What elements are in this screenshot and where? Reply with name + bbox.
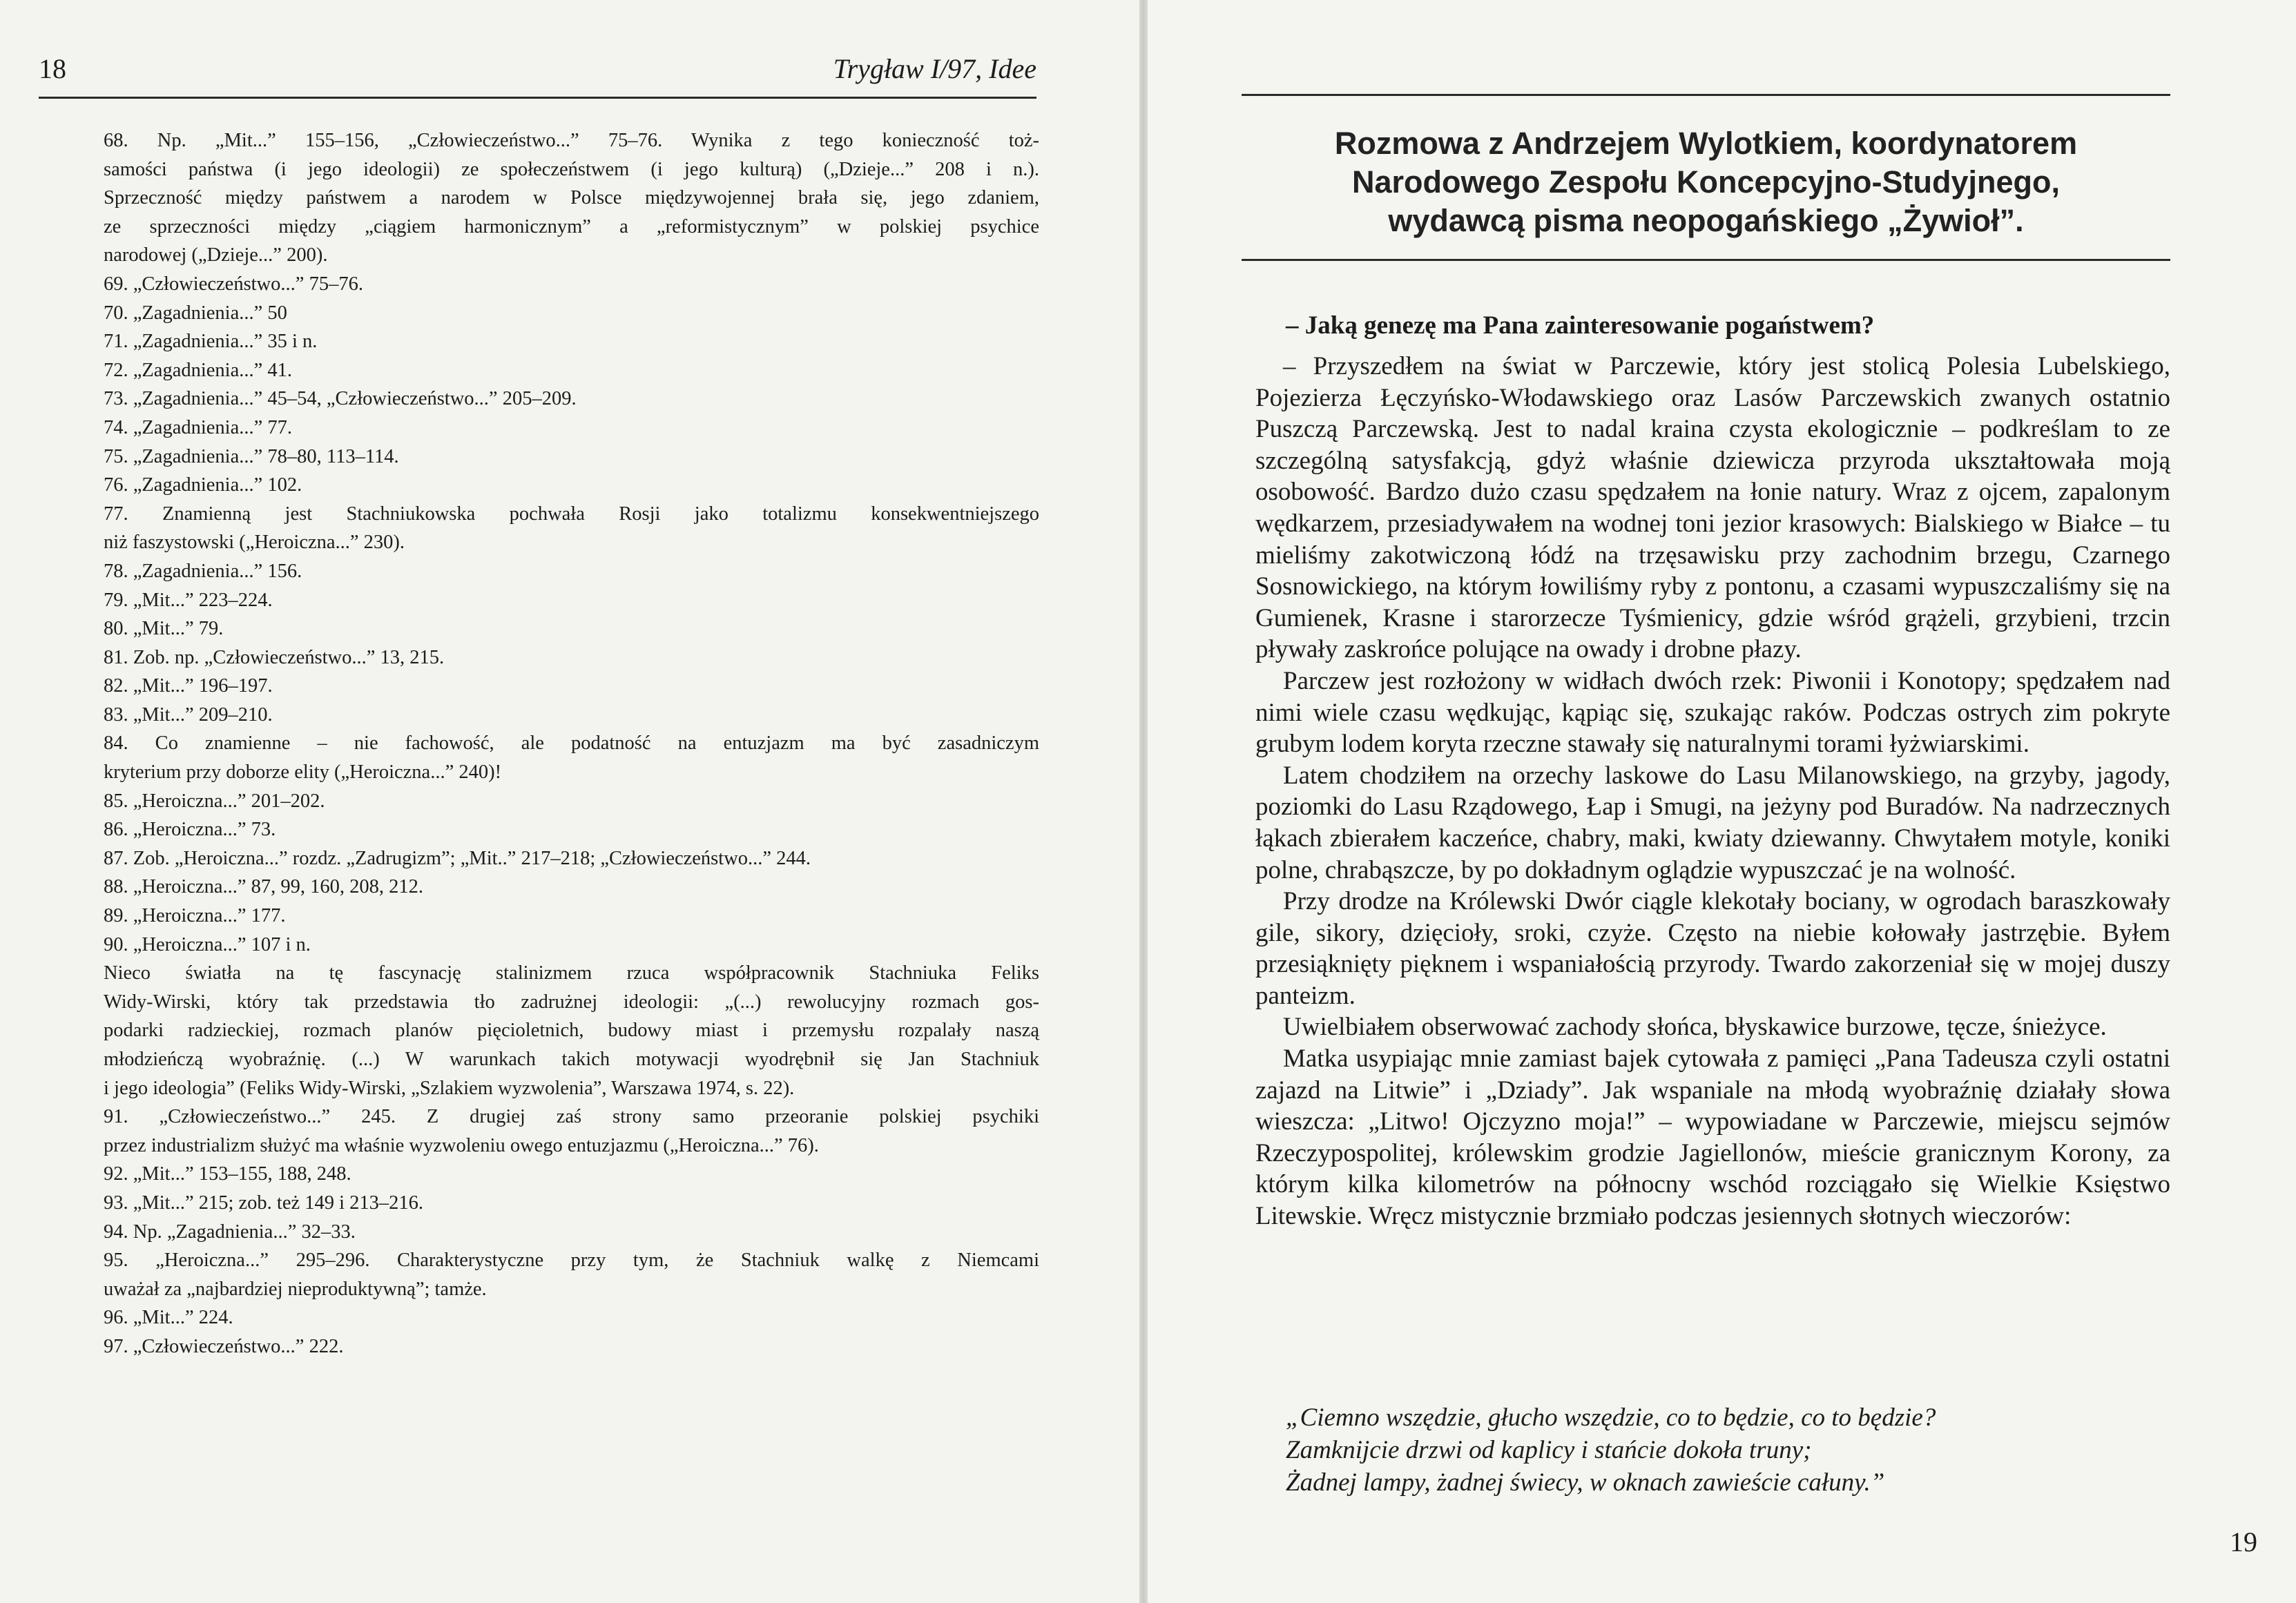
endnote-line: 71. „Zagadnienia...” 35 i n.	[104, 331, 318, 353]
endnote-line: Widy-Wirski, który tak przedstawia tło zadrużnej ideologii: „(...) rewolucyjny rozmach gos-	[104, 991, 1039, 1013]
left-page	[0, 0, 1139, 1603]
endnote-line: 82. „Mit...” 196–197.	[104, 675, 273, 697]
right-page	[1148, 0, 2296, 1603]
endnote-line: 69. „Człowieczeństwo...” 75–76.	[104, 273, 363, 295]
endnote-line: 92. „Mit...” 153–155, 188, 248.	[104, 1163, 351, 1185]
endnote-line: uważał za „najbardziej nieproduktywną”; tamże.	[104, 1278, 487, 1300]
left-page-number: 18	[39, 53, 66, 84]
endnote-line: 90. „Heroiczna...” 107 i n.	[104, 933, 311, 955]
endnote-line: 73. „Zagadnienia...” 45–54, „Człowieczeństwo...” 205–209.	[104, 388, 577, 410]
article-title-line: wydawcą pisma neopogańskiego „Żywioł”.	[1388, 203, 2024, 238]
endnote-line: 83. „Mit...” 209–210.	[104, 703, 273, 726]
endnote-line: 88. „Heroiczna...” 87, 99, 160, 208, 212.	[104, 876, 424, 898]
article-paragraph: Uwielbiałem obserwować zachody słońca, błyskawice burzowe, tęcze, śnieżyce.	[1283, 1013, 2107, 1042]
endnote-line: 86. „Heroiczna...” 73.	[104, 819, 276, 841]
article-paragraph: – Przyszedłem na świat w Parczewie, który jest stolicą Polesia Lubelskiego, Pojezierza Łęczyńsko-Włodawskiego oraz Lasów Parczewskich zwanych ostatnio Puszczą Parczewską. Jest to nadal kraina czysta ekologicznie – podkreślam to ze szczególną satysfakcją, gdyż właśnie dziewicza przyroda ukształtowała moją osobowość. Bardzo dużo czasu spędzałem na łonie natury. Wraz z ojcem, zapalonym wędkarzem, przesiadywałem na wodnej toni jezior krasowych: Bialskiego w Białce – tu mieliśmy zakotwiczoną łódź na trzęsawisku przy zachodnim brzegu, Czarnego Sosnowickiego, na którym łowiliśmy ryby z pontonu, a czasami wypuszczaliśmy się na Gumienek, Krasne i starorzecze Tyśmienicy, gdzie wśród grążeli, grzybieni, trzcin pływały zaskrońce polujące na owady i drobne płazy.	[1255, 352, 2170, 664]
endnote-line: 77. Znamienną jest Stachniukowska pochwała Rosji jako totalizmu konsekwentniejszego	[104, 503, 1039, 525]
endnote-line: kryterium przy doborze elity („Heroiczna...” 240)!	[104, 761, 502, 784]
article-paragraph: Parczew jest rozłożony w widłach dwóch rzek: Piwonii i Konotopy; spędzałem nad nimi wiele czasu wędkując, kąpiąc się, szukając raków. Podczas ostrych zim pokryte grubym lodem koryta rzeczne stawały się naturalnymi torami łyżwiarskimi.	[1255, 666, 2170, 759]
endnote-line: podarki radzieckiej, rozmach planów pięcioletnich, budowy miast i przemysłu rozpalały naszą	[104, 1020, 1039, 1042]
endnote-line: niż faszystowski („Heroiczna...” 230).	[104, 532, 405, 554]
endnote-line: młodzieńczą wyobraźnię. (...) W warunkach takich motywacji wyodrębnił się Jan Stachniuk	[104, 1049, 1039, 1070]
endnote-line: 78. „Zagadnienia...” 156.	[104, 560, 302, 582]
article-title-line: Rozmowa z Andrzejem Wylotkiem, koordynatorem	[1334, 126, 2078, 161]
poem-quote	[1286, 1401, 2170, 1499]
poem-line: „Ciemno wszędzie, głucho wszędzie, co to będzie, co to będzie?	[1286, 1403, 1936, 1432]
header-rule	[39, 97, 1036, 99]
interview-question: – Jaką genezę ma Pana zainteresowanie pogaństwem?	[1286, 311, 1875, 340]
endnote-line: Nieco światła na tę fascynację stalinizmem rzuca współpracownik Stachniuka Feliks	[104, 962, 1039, 984]
endnote-line: 72. „Zagadnienia...” 41.	[104, 359, 293, 381]
book-gutter	[1139, 0, 1148, 1603]
endnote-line: 70. „Zagadnienia...” 50	[104, 302, 287, 324]
endnote-line: ze sprzeczności między „ciągiem harmonicznym” a „reformistycznym” w polskiej psychice	[104, 215, 1039, 237]
endnote-line: narodowej („Dzieje...” 200).	[104, 244, 328, 266]
endnote-line: Sprzeczność między państwem a narodem w Polsce międzywojennej brała się, jego zdaniem,	[104, 187, 1039, 209]
endnote-line: 91. „Człowieczeństwo...” 245. Z drugiej zaś strony samo przeoranie polskiej psychiki	[104, 1106, 1039, 1128]
title-rule-top	[1242, 94, 2170, 96]
endnote-line: 94. Np. „Zagadnienia...” 32–33.	[104, 1221, 356, 1243]
endnote-line: 80. „Mit...” 79.	[104, 618, 224, 640]
endnote-line: 75. „Zagadnienia...” 78–80, 113–114.	[104, 445, 399, 467]
left-page-header	[39, 52, 1036, 94]
right-page-number: 19	[2230, 1526, 2257, 1557]
endnote-line: samości państwa (i jego ideologii) ze społeczeństwem (i jego kulturą) („Dzieje...” 208 i n.).	[104, 158, 1039, 180]
endnote-line: 85. „Heroiczna...” 201–202.	[104, 790, 325, 812]
article-body	[1255, 351, 2170, 1232]
endnote-line: 95. „Heroiczna...” 295–296. Charakterystyczne przy tym, że Stachniuk walkę z Niemcami	[104, 1250, 1039, 1272]
endnote-line: 76. „Zagadnienia...” 102.	[104, 474, 302, 496]
endnote-line: 87. Zob. „Heroiczna...” rozdz. „Zadrugizm”; „Mit..” 217–218; „Człowieczeństwo...” 244.	[104, 847, 811, 869]
endnote-line: 96. „Mit...” 224.	[104, 1307, 233, 1329]
running-head: Trygław I/97, Idee	[833, 53, 1036, 84]
article-paragraph: Przy drodze na Królewski Dwór ciągle klekotały bociany, w ogrodach baraszkowały gile, sikory, dzięcioły, sroki, czyże. Często na niebie kołowały jastrzębie. Byłem przesiąknięty pięknem i wspaniałością przyrody. Twardo zakorzeniał się w mojej duszy panteizm.	[1255, 887, 2170, 1010]
endnote-line: 74. „Zagadnienia...” 77.	[104, 416, 293, 438]
endnotes	[104, 126, 1039, 1361]
endnote-line: 93. „Mit...” 215; zob. też 149 i 213–216.	[104, 1192, 424, 1214]
title-rule-bottom	[1242, 259, 2170, 261]
endnote-line: 79. „Mit...” 223–224.	[104, 589, 273, 611]
endnote-line: przez industrializm służyć ma właśnie wyzwoleniu owego entuzjazmu („Heroiczna...” 76).	[104, 1134, 819, 1156]
article-paragraph: Matka usypiając mnie zamiast bajek cytowała z pamięci „Pana Tadeusza czyli ostatni zajazd na Litwie” i „Dziady”. Jak wspaniale na młodą wyobraźnię działały słowa wieszcza: „Litwo! Ojczyzno moja!” – wypowiadane w Parczewie, miejscu sejmów Rzeczypospolitej, królewskim grodzie Jagiellonów, mieście granicznym Korony, za którym kilka kilometrów na północny wschód rozciągało się Wielkie Księstwo Litewskie. Wręcz mistycznie brzmiało podczas jesiennych słotnych wieczorów:	[1255, 1045, 2170, 1231]
endnote-line: 68. Np. „Mit...” 155–156, „Człowieczeństwo...” 75–76. Wynika z tego konieczność toż-	[104, 130, 1039, 151]
poem-line: Zamknijcie drzwi od kaplicy i stańcie dokoła truny;	[1286, 1436, 1812, 1464]
article-paragraph: Latem chodziłem na orzechy laskowe do Lasu Milanowskiego, na grzyby, jagody, poziomki do Lasu Rządowego, Łap i Smugi, na jeżyny pod Buradów. Na nadrzecznych łąkach zbierałem kaczeńce, chabry, maki, kwiaty dziewanny. Chwytałem motyle, koniki polne, chrabąszcze, by po dokładnym oglądzie wypuszczać je na wolność.	[1255, 761, 2170, 884]
endnote-line: i jego ideologia” (Feliks Widy-Wirski, „Szlakiem wyzwolenia”, Warszawa 1974, s. 22).	[104, 1077, 795, 1099]
endnote-line: 81. Zob. np. „Człowieczeństwo...” 13, 215.	[104, 646, 445, 668]
endnote-line: 89. „Heroiczna...” 177.	[104, 905, 286, 927]
endnote-line: 84. Co znamienne – nie fachowość, ale podatność na entuzjazm ma być zasadniczym	[104, 732, 1039, 755]
article-title	[1242, 124, 2170, 240]
endnote-line: 97. „Człowieczeństwo...” 222.	[104, 1335, 344, 1357]
article-title-line: Narodowego Zespołu Koncepcyjno-Studyjnego,	[1351, 164, 2061, 200]
poem-line: Żadnej lampy, żadnej świecy, w oknach zawieście całuny.”	[1286, 1468, 1885, 1497]
